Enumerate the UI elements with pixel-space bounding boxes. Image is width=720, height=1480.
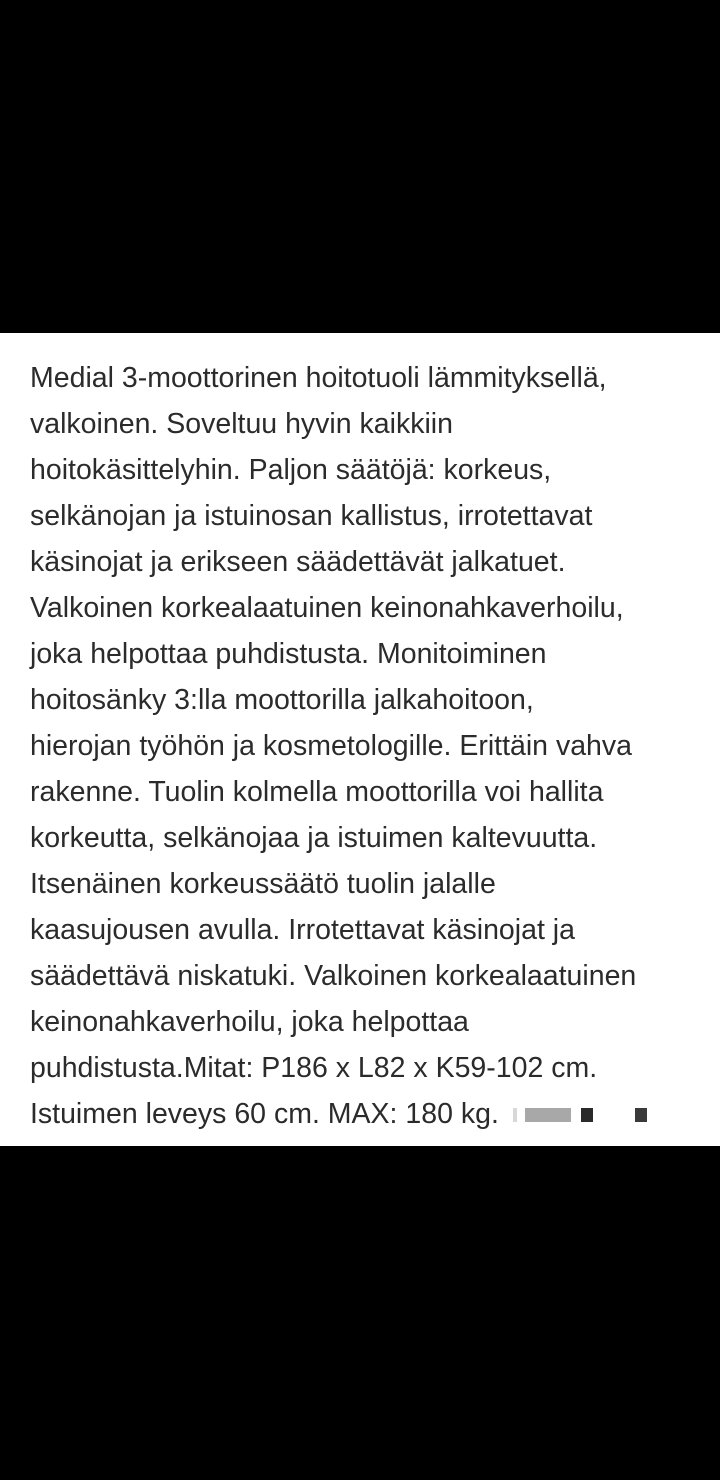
description-line: korkeutta, selkänojaa ja istuimen kaltevuutta.: [30, 822, 598, 854]
top-black-area: [0, 0, 720, 333]
description-line: joka helpottaa puhdistusta. Monitoiminen: [30, 638, 547, 670]
description-line: Medial 3-moottorinen hoitotuoli lämmityksellä,: [30, 362, 607, 394]
description-line-last: [30, 1091, 710, 1137]
description-line: valkoinen. Soveltuu hyvin kaikkiin: [30, 408, 453, 440]
description-line: käsinojat ja erikseen säädettävät jalkatuet.: [30, 546, 566, 578]
description-panel: [0, 333, 720, 1146]
description-line: Itsenäinen korkeussäätö tuolin jalalle: [30, 868, 496, 900]
redaction-block: [581, 1108, 593, 1122]
description-line: säädettävä niskatuki. Valkoinen korkealaatuinen: [30, 960, 637, 992]
description-line: hoitokäsittelyhin. Paljon säätöjä: korkeus,: [30, 454, 552, 486]
redaction-block: [513, 1108, 517, 1122]
redaction-block: [525, 1108, 571, 1122]
description-line: puhdistusta.Mitat: P186 x L82 x K59-102 cm.: [30, 1052, 598, 1084]
redacted-marks: [513, 1108, 653, 1122]
description-line: kaasujousen avulla. Irrotettavat käsinojat ja: [30, 914, 575, 946]
bottom-black-area: [0, 1146, 720, 1480]
redaction-block: [635, 1108, 647, 1122]
description-line: hoitosänky 3:lla moottorilla jalkahoitoon,: [30, 684, 534, 716]
description-line: rakenne. Tuolin kolmella moottorilla voi hallita: [30, 776, 604, 808]
description-line: hierojan työhön ja kosmetologille. Erittäin vahva: [30, 730, 633, 762]
description-line: Valkoinen korkealaatuinen keinonahkaverhoilu,: [30, 592, 624, 624]
description-line: keinonahkaverhoilu, joka helpottaa: [30, 1006, 469, 1038]
description-line: selkänojan ja istuinosan kallistus, irrotettavat: [30, 500, 593, 532]
description-text: [30, 355, 710, 1137]
description-line-text: Istuimen leveys 60 cm. MAX: 180 kg.: [30, 1098, 499, 1130]
